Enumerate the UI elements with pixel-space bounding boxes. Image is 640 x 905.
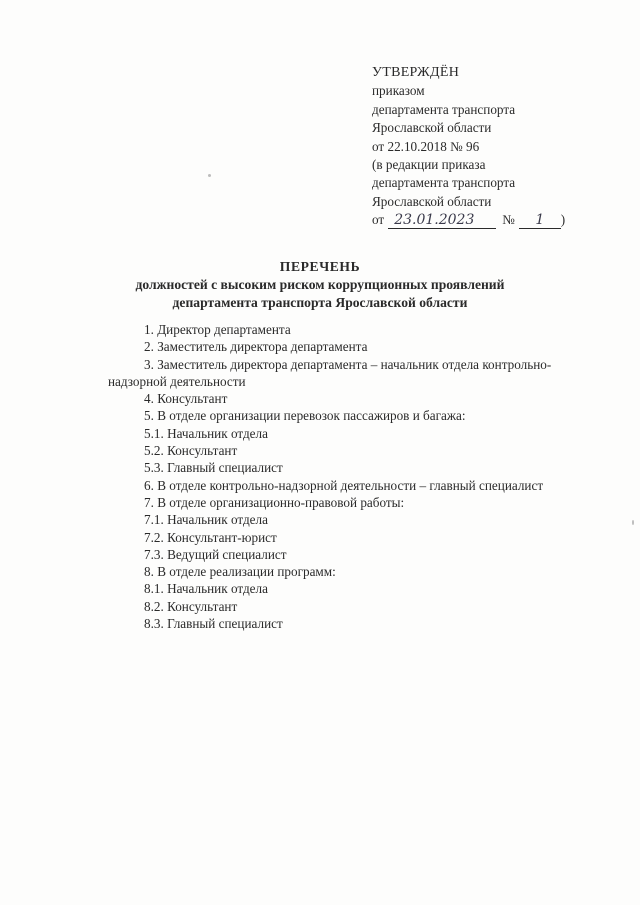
approval-line: (в редакции приказа xyxy=(372,157,486,173)
approval-line: Ярославской области xyxy=(372,120,492,136)
list-item: 2. Заместитель директора департамента xyxy=(144,339,368,355)
approval-line: Ярославской области xyxy=(372,193,492,209)
list-item: 5.3. Главный специалист xyxy=(144,460,283,476)
list-item: 7. В отделе организационно-правовой работы: xyxy=(144,494,405,510)
list-item: 8.1. Начальник отдела xyxy=(144,581,268,597)
list-item: 7.1. Начальник отдела xyxy=(144,512,268,528)
date-prefix: от xyxy=(372,212,385,228)
approval-stamp-block xyxy=(372,64,622,230)
approval-line: от 22.10.2018 № 96 xyxy=(372,138,480,154)
approval-line: приказом xyxy=(372,83,425,99)
approval-title: УТВЕРЖДЁН xyxy=(372,65,460,80)
scan-speck xyxy=(208,174,211,177)
list-item: 6. В отделе контрольно-надзорной деятельности – главный специалист xyxy=(144,477,544,493)
handwritten-date: 23.01.2023 xyxy=(388,213,496,229)
list-item: 8.3. Главный специалист xyxy=(144,616,283,632)
list-item: 3. Заместитель директора департамента – начальник отдела контрольно-надзорной деятельности xyxy=(108,356,552,389)
scan-speck xyxy=(632,520,634,525)
approval-line: департамента транспорта xyxy=(372,101,516,117)
list-item: 7.2. Консультант-юрист xyxy=(144,529,277,545)
positions-list xyxy=(108,321,608,632)
document-heading xyxy=(0,258,640,312)
approval-line: департамента транспорта xyxy=(372,175,516,191)
heading-subtitle-2: департамента транспорта Ярославской области xyxy=(172,295,468,310)
list-item: 1. Директор департамента xyxy=(144,322,291,337)
closing-paren: ) xyxy=(560,212,566,228)
list-item: 7.3. Ведущий специалист xyxy=(144,546,287,562)
list-item: 5.2. Консультант xyxy=(144,443,238,459)
list-item: 5.1. Начальник отдела xyxy=(144,425,268,441)
list-item: 8. В отделе реализации программ: xyxy=(144,564,336,580)
list-item: 8.2. Консультант xyxy=(144,598,238,614)
heading-title: ПЕРЕЧЕНЬ xyxy=(279,259,361,274)
handwritten-number: 1 xyxy=(519,213,561,229)
heading-subtitle-1: должностей с высоким риском коррупционных проявлений xyxy=(135,277,505,292)
approval-signature-row xyxy=(372,211,622,229)
list-item: 5. В отделе организации перевозок пассажиров и багажа: xyxy=(144,408,466,424)
number-label: № xyxy=(502,212,515,228)
list-item: 4. Консультант xyxy=(144,391,228,407)
